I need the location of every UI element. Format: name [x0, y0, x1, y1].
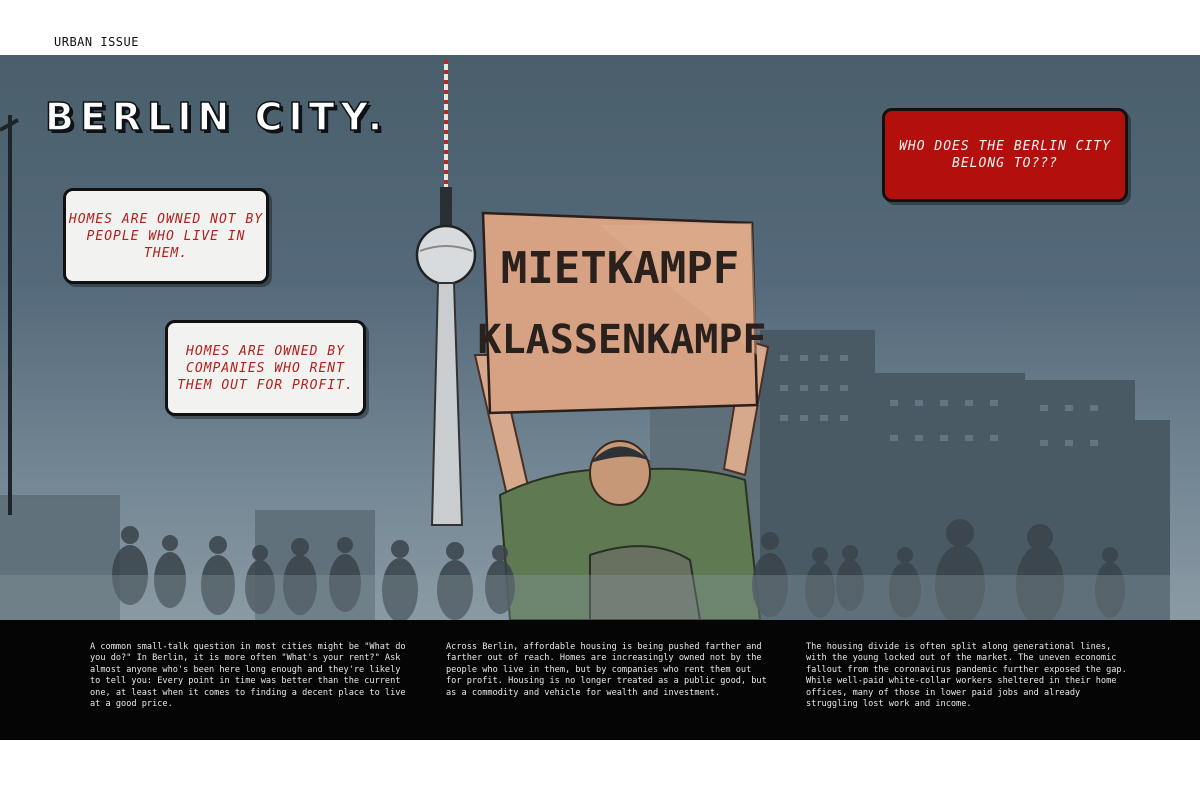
tv-tower [417, 60, 475, 525]
owned-companies-text: HOMES ARE OWNED BY COMPANIES WHO RENT THEM OUT FOR PROFIT. [177, 343, 354, 393]
caption-column-2: Across Berlin, affordable housing is being pushed farther and farther out of reach. Homes are increasingly owned not by the people who live in them, but by companies who rent them out for profit. Housing is no longer treated as a public good, but as a commodity and vehicle for wealth and investment. [446, 642, 767, 698]
caption-column-1: A common small-talk question in most cities might be "What do you do?" In Berlin, it is more often "What's your rent?" Ask almost anyone who's been here long enough and they're likely to tell you: Every point in time was better than the current one, at least when it comes to finding a decent place to live at a good price. [90, 642, 406, 710]
page-title: BERLIN CITY. [45, 95, 389, 139]
illustration-panel [0, 55, 1200, 620]
question-text: WHO DOES THE BERLIN CITY BELONG TO??? [899, 139, 1111, 171]
caption-column-3: The housing divide is often split along generational lines, with the young locked out of the market. The uneven economic fallout from the coronavirus pandemic further exposed the gap. While well-paid white-collar workers sheltered in their home offices, many of those in lower paid jobs and already struggling lost work and income. [806, 642, 1127, 710]
protest-sign [478, 213, 767, 413]
sign-line-2: KLASSENKAMPF [477, 317, 767, 363]
owned-people-bubble [63, 188, 269, 284]
section-label: URBAN ISSUE [54, 35, 139, 49]
owned-companies-bubble [165, 320, 366, 416]
owned-people-text: HOMES ARE OWNED NOT BY PEOPLE WHO LIVE IN THEM. [68, 211, 264, 261]
question-bubble [882, 108, 1128, 202]
sign-line-1: MIETKAMPF [500, 243, 740, 294]
street-lamp [0, 115, 18, 515]
caption-bar [0, 620, 1200, 740]
